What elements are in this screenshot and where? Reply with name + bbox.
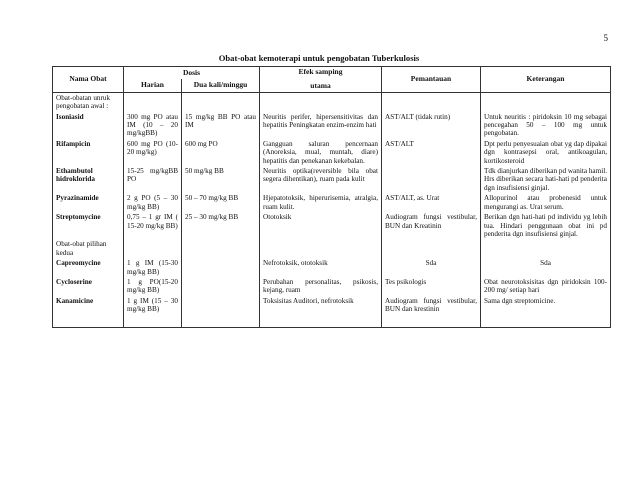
side-effects: Neuritis perifer, hipersensitivitas dan hepatitis Peningkatan enzim-enzim hati xyxy=(260,112,382,139)
side-effects: Perubahan personalitas, psikosis, kejang, ruam xyxy=(260,277,382,296)
dose-daily: 300 mg PO atau IM (10 – 20 mg/kgBB) xyxy=(124,112,182,139)
notes: Berikan dgn hati-hati pd individu yg lebih tua. Hindari penggunaan obat ini pd penderita dgn insufisiensi ginjal. xyxy=(481,212,611,239)
table-row xyxy=(53,139,611,166)
table-row xyxy=(53,277,611,296)
notes: Tdk dianjurkan diberikan pd wanita hamil. Hrs diberikan secara hati-hati pd penderita dgn insufisiensi ginjal. xyxy=(481,166,611,193)
dose-weekly: 25 – 30 mg/kg BB xyxy=(182,212,260,239)
drug-name: Isoniasid xyxy=(53,112,124,139)
dose-daily: 600 mg PO (10-20 mg/kg) xyxy=(124,139,182,166)
side-effects: Gangguan saluran pencernaan (Anoreksia, mual, muntah, diare) hepatitis dan penekanan kekebalan. xyxy=(260,139,382,166)
dose-daily: 0,75 – 1 gr IM ( 15-20 mg/kg BB) xyxy=(124,212,182,239)
notes: Dpt perlu penyesuaian obat yg dap dipakai dgn kontrasepsi oral, antikoagulan, kortikosteroid xyxy=(481,139,611,166)
table-row xyxy=(53,193,611,212)
section-row-alternative xyxy=(53,239,611,258)
dose-weekly xyxy=(182,296,260,328)
side-effects: Neuritis optika(reversible bila obat segera dihentikan), ruam pada kulit xyxy=(260,166,382,193)
dose-daily: 1 g IM (15 – 30 mg/kg BB) xyxy=(124,296,182,328)
table-row xyxy=(53,258,611,277)
notes: Sda xyxy=(481,258,611,277)
dose-weekly xyxy=(182,277,260,296)
drug-name: Ethambutol hidroklorida xyxy=(53,166,124,193)
header-monitoring: Pemantauan xyxy=(382,67,481,93)
monitoring: Sda xyxy=(382,258,481,277)
dose-weekly: 50 – 70 mg/kg BB xyxy=(182,193,260,212)
monitoring xyxy=(382,166,481,193)
header-side-effects-line1: Efek samping xyxy=(298,67,343,76)
header-dose-daily: Harian xyxy=(124,79,182,93)
section-row-first-line xyxy=(53,92,611,111)
drug-name: Capreomycine xyxy=(53,258,124,277)
monitoring: AST/ALT, as. Urat xyxy=(382,193,481,212)
dose-daily: 2 g PO (5 – 30 mg/kg BB) xyxy=(124,193,182,212)
page-number: 5 xyxy=(603,33,608,43)
monitoring: AST/ALT xyxy=(382,139,481,166)
dose-daily: 1 g IM (15-30 mg/kg BB) xyxy=(124,258,182,277)
drug-name: Kanamicine xyxy=(53,296,124,328)
section-label-alternative: Obat-obat pilihan kedua xyxy=(53,239,124,258)
side-effects: Nefrotoksik, ototoksik xyxy=(260,258,382,277)
section-label-first-line: Obat-obatan unruk pengobatan awal : xyxy=(53,92,124,111)
header-notes: Keterangan xyxy=(481,67,611,93)
tb-drug-table xyxy=(52,66,611,328)
header-side-effects xyxy=(260,67,382,93)
dose-weekly xyxy=(182,258,260,277)
dose-daily: 1 g PO(15-20 mg/kg BB) xyxy=(124,277,182,296)
dose-daily: 15-25 mg/kgBB PO xyxy=(124,166,182,193)
monitoring: Audiogram fungsi vestibular, BUN dan krestinin xyxy=(382,296,481,328)
side-effects: Hjepatotoksik, hiperurisemia, atralgia, ruam kulit. xyxy=(260,193,382,212)
header-drug-name: Nama Obat xyxy=(53,67,124,93)
notes: Sama dgn streptomicine. xyxy=(481,296,611,328)
dose-weekly: 15 mg/kg BB PO atau IM xyxy=(182,112,260,139)
table-row xyxy=(53,212,611,239)
document-title: Obat-obat kemoterapi untuk pengobatan Tuberkulosis xyxy=(218,53,420,63)
header-side-effects-line2: utama xyxy=(310,81,331,91)
dose-weekly: 50 mg/kg BB xyxy=(182,166,260,193)
drug-name: Pyrazinamide xyxy=(53,193,124,212)
header-row-1 xyxy=(53,67,611,79)
side-effects: Ototoksik xyxy=(260,212,382,239)
notes: Untuk neuritis : piridoksin 10 mg sebagai pencegahan 50 – 100 mg untuk pengobatan. xyxy=(481,112,611,139)
dose-weekly: 600 mg PO xyxy=(182,139,260,166)
header-dose-group: Dosis xyxy=(124,67,260,79)
monitoring: Audiogram fungsi vestibular, BUN dan Kreatinin xyxy=(382,212,481,239)
table-row xyxy=(53,112,611,139)
table-row xyxy=(53,296,611,328)
monitoring: Tes psikologis xyxy=(382,277,481,296)
side-effects: Toksisitas Auditori, nefrotoksik xyxy=(260,296,382,328)
drug-name: Rifampicin xyxy=(53,139,124,166)
drug-name: Streptomycine xyxy=(53,212,124,239)
notes: Allopurinol atau probenesid untuk mengurangi as. Urat serum. xyxy=(481,193,611,212)
table-row xyxy=(53,166,611,193)
monitoring: AST/ALT (tidak rutin) xyxy=(382,112,481,139)
header-dose-weekly: Dua kali/minggu xyxy=(182,79,260,93)
drug-name: Cycloserine xyxy=(53,277,124,296)
notes: Obat neurotoksisitas dgn piridoksin 100-200 mg/ setiap hari xyxy=(481,277,611,296)
